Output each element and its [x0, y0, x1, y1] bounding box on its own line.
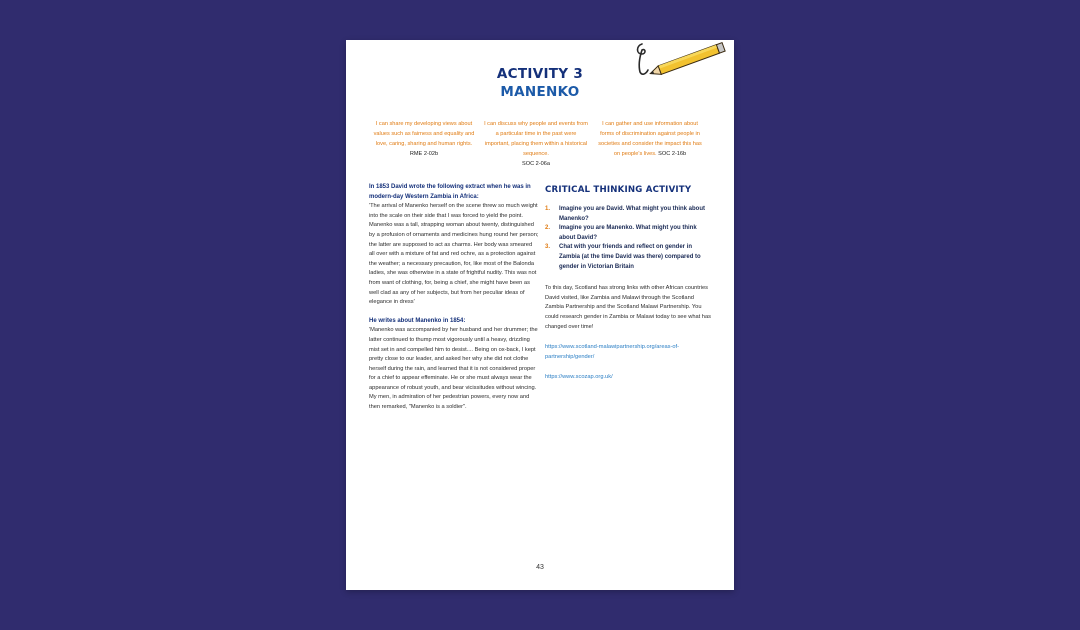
question-number: 1. [545, 206, 551, 212]
learning-outcome-3 [598, 119, 702, 159]
activity-number-title: ACTIVITY 3 [496, 66, 584, 82]
malawi-partnership-link[interactable]: https://www.scotland-malawipartnership.org/areas-of-partnership/gender/ [545, 344, 680, 360]
question-number: 3. [545, 244, 551, 251]
document-page [346, 40, 734, 590]
question-text: Imagine you are David. What might you think about Manenko? [559, 206, 706, 222]
extract-1854-heading: He writes about Manenko in 1854: [369, 317, 466, 324]
critical-thinking-column [545, 185, 711, 383]
critical-thinking-heading: CRITICAL THINKING ACTIVITY [545, 185, 692, 195]
outcome-code: SOC 2-06a [522, 161, 550, 167]
question-list [545, 205, 711, 272]
scozap-link[interactable]: https://www.scozap.org.uk/ [545, 374, 613, 381]
activity-name-title: MANENKO [500, 84, 580, 100]
outcome-text: I can gather and use information about forms of discrimination against people in societies and consider the impact this has on people's lives. [598, 121, 702, 157]
outcome-text: I can discuss why people and events from a particular time in the past were important, placing them within a historical sequence. [484, 121, 588, 157]
question-text: Chat with your friends and reflect on gender in Zambia (at the time David was there) compared to gender in Victorian Britain [559, 244, 701, 270]
question-item [545, 243, 711, 272]
question-item [545, 205, 711, 224]
outcome-code: RME 2-02b [409, 151, 439, 157]
extract-column [369, 183, 539, 413]
question-number: 2. [545, 225, 551, 232]
page-number: 43 [536, 564, 544, 571]
outcome-text: I can share my developing views about values such as fairness and equality and love, caring, sharing and human rights. [373, 121, 475, 147]
extract-1853-quote: 'The arrival of Manenko herself on the scene threw so much weight into the scale on their side that I was forced to yield the point. Manenko was a tall, strapping woman about twenty, distinguished by a profusion of ornaments and medicines hung round her person; the latter are supposed to act as charms. Her body was smeared all over with a mixture of fat and red ochre, as a protection against the weather; a necessary precaution, for, like most of the Balonda ladies, she was otherwise in a state of frightful nudity. This was not from want of clothing, for, being a chief, she might have been as well clad as any of her subjects, but from her peculiar ideas of elegance in dress' [369, 203, 539, 306]
extract-1854-quote: 'Manenko was accompanied by her husband and her drummer; the latter continued to thump most vigorously until a heavy, drizzling mist set in and compelled him to desist.... Being on ox-back, I kept pretty close to our leader, and asked her why she did not clothe herself during the rain, and learned that it is not considered proper for a chief to appear effeminate. He or she must always wear the appearance of robust youth, and bear vicissitudes without wincing. My men, in admiration of her pedestrian powers, every now and then remarked, "Manenko is a soldier". [369, 327, 538, 411]
outcome-code: SOC 2-16b [658, 151, 687, 157]
question-item [545, 224, 711, 243]
question-text: Imagine you are Manenko. What might you think about David? [559, 225, 697, 241]
learning-outcome-2 [484, 119, 588, 169]
extract-1853-heading: In 1853 David wrote the following extract when he was in modern-day Western Zambia in Africa: [369, 184, 531, 200]
learning-outcome-1 [372, 119, 476, 159]
partnership-paragraph: To this day, Scotland has strong links with other African countries David visited, like Zambia and Malawi through the Scotland Zambia Partnership and the Scotland Malawi Partnership. You could research gender in Zambia or Malawi today to see what has changed over time! [545, 285, 711, 330]
